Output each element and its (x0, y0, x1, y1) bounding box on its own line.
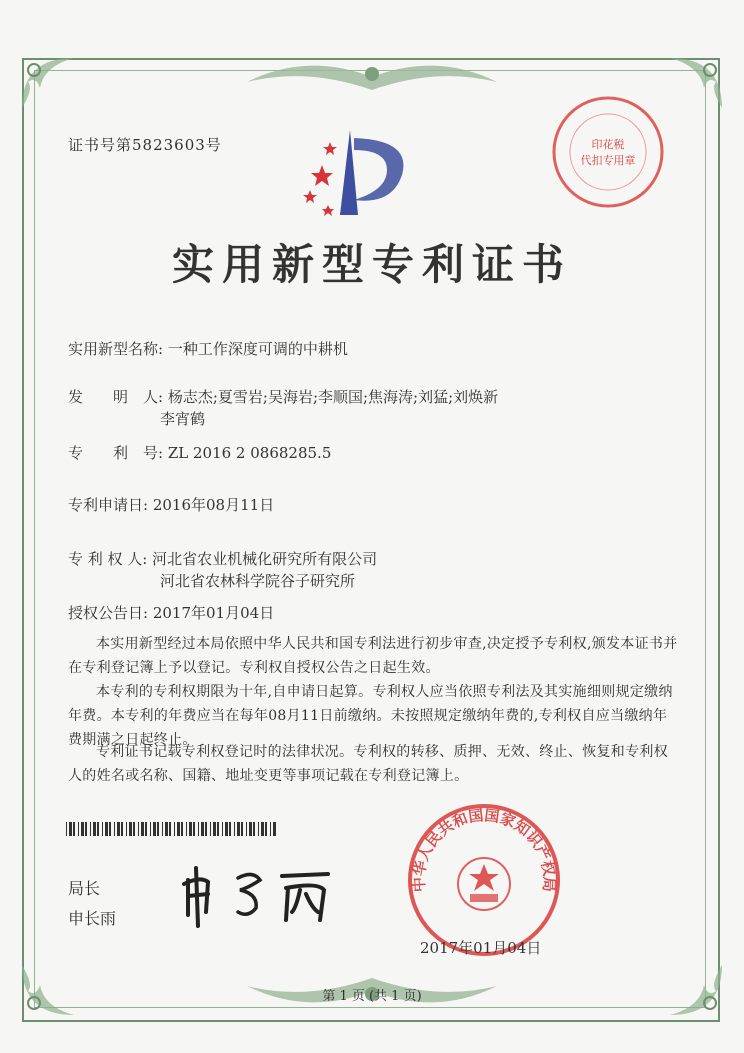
patentee-row (68, 548, 377, 569)
director-signature-icon (178, 860, 348, 930)
utility-model-name-value: 一种工作深度可调的中耕机 (167, 340, 348, 358)
director-title: 局长 (68, 879, 101, 898)
top-ornament-icon (237, 52, 507, 102)
patentee-value: 河北省农业机械化研究所有限公司 (152, 550, 378, 568)
page-title: 实用新型专利证书 (171, 240, 572, 289)
patentee-value-line2: 河北省农林科学院谷子研究所 (160, 572, 356, 590)
filing-date-row (68, 494, 274, 515)
filing-date-value: 2016年08月11日 (152, 496, 275, 514)
barcode-icon (66, 822, 276, 836)
patent-number-label: 专 利 号: (68, 444, 164, 462)
certificate-number: 证书号第5823603号 (68, 136, 222, 154)
patent-number-row (68, 442, 331, 463)
inventors-row (68, 386, 498, 407)
svg-text:印花税: 印花税 (591, 138, 625, 151)
svg-text:中华人民共和国国家知识产权局: 中华人民共和国国家知识产权局 (409, 806, 559, 893)
page-footer: 第 1 页 (共 1 页) (322, 989, 422, 1004)
body-paragraph: 专利证书记载专利权登记时的法律状况。专利权的转移、质押、无效、终止、恢复和专利权人的姓名或名称、国籍、地址变更等事项记载在专利登记簿上。 (68, 744, 668, 784)
seal-date: 2017年01月04日 (420, 939, 542, 957)
national-ip-administration-seal-icon (404, 800, 564, 960)
grant-date-row (68, 602, 274, 623)
patent-number-value: ZL 2016 2 0868285.5 (167, 444, 332, 462)
tax-bureau-seal-icon (548, 92, 668, 212)
cnipa-logo-icon (292, 120, 432, 230)
inventors-value-line2: 李宵鹤 (160, 410, 206, 428)
patentee-label: 专 利 权 人: (68, 550, 148, 568)
grant-date-value: 2017年01月04日 (152, 604, 275, 622)
filing-date-label: 专利申请日: (68, 496, 149, 514)
inventors-value: 杨志杰;夏雪岩;吴海岩;李顺国;焦海涛;刘猛;刘焕新 (167, 388, 499, 406)
inventors-label: 发 明 人: (68, 388, 164, 406)
corner-ornament-icon (14, 48, 94, 118)
grant-date-label: 授权公告日: (68, 604, 149, 622)
body-paragraph: 本专利的专利权期限为十年,自申请日起算。专利权人应当依照专利法及其实施细则规定缴纳年费。本专利的年费应当在每年08月11日前缴纳。未按照规定缴纳年费的,专利权自应当缴纳年费期满之日起终止。 (68, 684, 673, 748)
utility-model-name-label: 实用新型名称: (68, 340, 164, 358)
svg-text:代扣专用章: 代扣专用章 (580, 154, 636, 167)
body-paragraph: 本实用新型经过本局依照中华人民共和国专利法进行初步审查,决定授予专利权,颁发本证书并在专利登记簿上予以登记。专利权自授权公告之日起生效。 (68, 636, 678, 676)
utility-model-name-row (68, 338, 348, 359)
director-name: 申长雨 (68, 909, 117, 928)
